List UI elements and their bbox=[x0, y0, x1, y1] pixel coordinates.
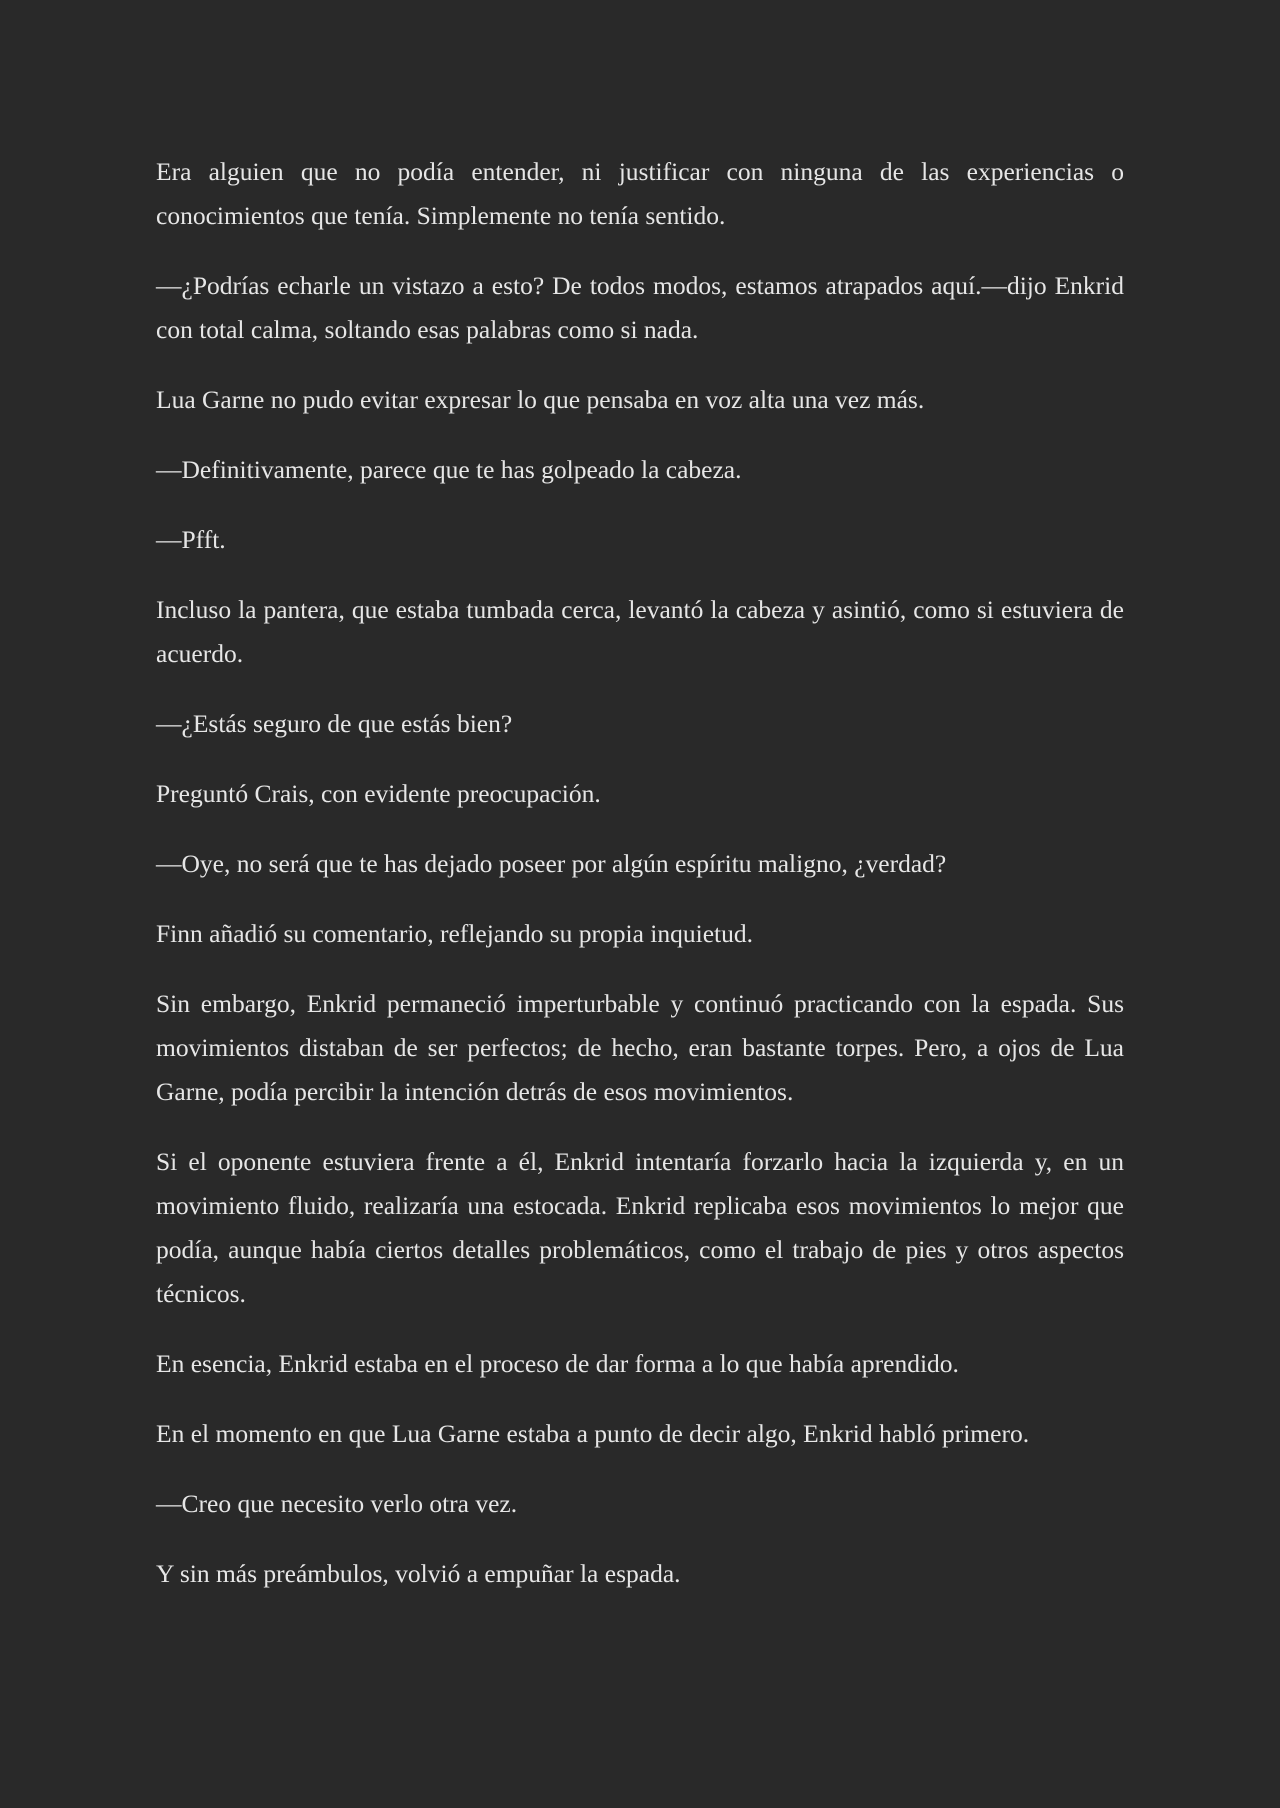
paragraph: Era alguien que no podía entender, ni justificar con ninguna de las experiencias o conocimientos que tenía. Simplemente no tenía sentido. bbox=[156, 157, 1124, 230]
paragraph: Preguntó Crais, con evidente preocupación. bbox=[156, 779, 601, 808]
paragraph: Y sin más preámbulos, volvió a empuñar la espada. bbox=[156, 1559, 681, 1588]
paragraph: —Oye, no será que te has dejado poseer por algún espíritu maligno, ¿verdad? bbox=[156, 849, 947, 878]
paragraph: —¿Podrías echarle un vistazo a esto? De todos modos, estamos atrapados aquí.—dijo Enkrid con total calma, soltando esas palabras como si nada. bbox=[156, 271, 1124, 344]
paragraph: En el momento en que Lua Garne estaba a punto de decir algo, Enkrid habló primero. bbox=[156, 1419, 1030, 1448]
paragraph: —Pfft. bbox=[156, 525, 226, 554]
paragraph: Si el oponente estuviera frente a él, Enkrid intentaría forzarlo hacia la izquierda y, en un movimiento fluido, realizaría una estocada. Enkrid replicaba esos movimientos lo mejor que podía, aunque había ciertos detalles problemáticos, como el trabajo de pies y otros aspectos técnicos. bbox=[156, 1147, 1124, 1308]
chapter-text bbox=[156, 150, 1124, 1596]
paragraph: —¿Estás seguro de que estás bien? bbox=[156, 709, 513, 738]
paragraph: —Creo que necesito verlo otra vez. bbox=[156, 1489, 518, 1518]
paragraph: Incluso la pantera, que estaba tumbada cerca, levantó la cabeza y asintió, como si estuviera de acuerdo. bbox=[156, 595, 1124, 668]
paragraph: Finn añadió su comentario, reflejando su propia inquietud. bbox=[156, 919, 753, 948]
paragraph: Sin embargo, Enkrid permaneció imperturbable y continuó practicando con la espada. Sus movimientos distaban de ser perfectos; de hecho, eran bastante torpes. Pero, a ojos de Lua Garne, podía percibir la intención detrás de esos movimientos. bbox=[156, 989, 1124, 1106]
paragraph: En esencia, Enkrid estaba en el proceso de dar forma a lo que había aprendido. bbox=[156, 1349, 959, 1378]
paragraph: Lua Garne no pudo evitar expresar lo que pensaba en voz alta una vez más. bbox=[156, 385, 925, 414]
paragraph: —Definitivamente, parece que te has golpeado la cabeza. bbox=[156, 455, 742, 484]
